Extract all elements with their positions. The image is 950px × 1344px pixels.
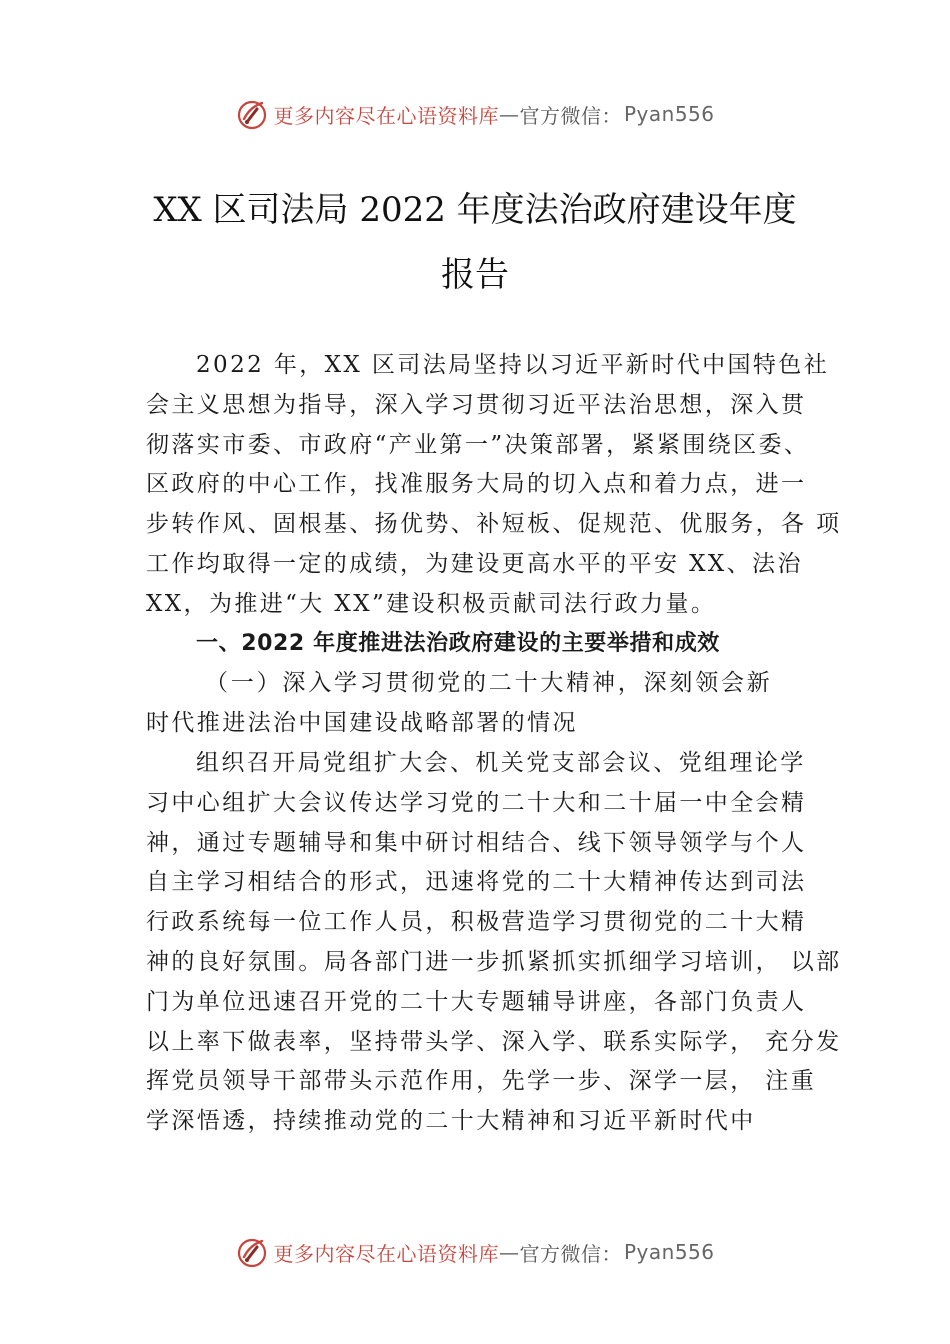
document-title-line-1: XX 区司法局 2022 年度法治政府建设年度	[153, 190, 797, 230]
pen-circle-logo-icon	[235, 97, 269, 131]
paragraph-line: 会主义思想为指导，深入学习贯彻习近平法治思想，深入贯	[146, 392, 807, 418]
paragraph-line: 学深悟透，持续推动党的二十大精神和习近平新时代中	[146, 1108, 756, 1134]
banner-library-text: 更多内容尽在心语资料库	[273, 1241, 499, 1266]
paragraph-line: 时代推进法治中国建设战略部署的情况	[146, 710, 578, 736]
paragraph-line: 神的良好氛围。局各部门进一步抓紧抓实抓细学习培训， 以部	[146, 949, 842, 975]
banner-wechat-id: Pyan556	[623, 1240, 715, 1264]
paragraph-line: 以上率下做表率，坚持带头学、深入学、联系实际学， 充分发	[146, 1029, 842, 1055]
paragraph-line: 2022 年，XX 区司法局坚持以习近平新时代中国特色社	[196, 352, 830, 378]
paragraph-line: 门为单位迅速召开党的二十大专题辅导讲座，各部门负责人	[146, 989, 807, 1015]
section-heading: 一、2022 年度推进法治政府建设的主要举措和成效	[196, 631, 720, 656]
paragraph-line: 挥党员领导干部带头示范作用，先学一步、深学一层， 注重	[146, 1068, 817, 1094]
bottom-banner	[0, 1232, 950, 1272]
banner-dash: —	[498, 102, 520, 126]
banner-wechat-id: Pyan556	[623, 102, 715, 126]
paragraph-line: 步转作风、固根基、扬优势、补短板、促规范、优服务，各 项	[146, 511, 842, 537]
document-title-line-2: 报告	[441, 255, 509, 295]
paragraph-line: 习中心组扩大会议传达学习党的二十大和二十届一中全会精	[146, 790, 807, 816]
paragraph-line: 行政系统每一位工作人员，积极营造学习贯彻党的二十大精	[146, 909, 807, 935]
paragraph-line: 神，通过专题辅导和集中研讨相结合、线下领导领学与个人	[146, 830, 807, 856]
banner-wechat-label: 官方微信：	[519, 103, 622, 128]
paragraph-line: 组织召开局党组扩大会、机关党支部会议、党组理论学	[196, 750, 806, 776]
pen-circle-logo-icon	[235, 1235, 269, 1269]
paragraph-line: 工作均取得一定的成绩，为建设更高水平的平安 XX、法治	[146, 551, 803, 577]
paragraph-line: XX，为推进“大 XX”建设积极贡献司法行政力量。	[146, 591, 717, 617]
paragraph-line: 彻落实市委、市政府“产业第一”决策部署，紧紧围绕区委、	[146, 432, 810, 458]
top-banner	[0, 94, 950, 134]
paragraph-line: 区政府的中心工作，找准服务大局的切入点和着力点，进一	[146, 471, 807, 497]
subsection-heading: （一）深入学习贯彻党的二十大精神，深刻领会新	[205, 670, 773, 696]
banner-dash: —	[498, 1240, 520, 1264]
banner-library-text: 更多内容尽在心语资料库	[273, 103, 499, 128]
paragraph-line: 自主学习相结合的形式，迅速将党的二十大精神传达到司法	[146, 869, 807, 895]
banner-wechat-label: 官方微信：	[519, 1241, 622, 1266]
